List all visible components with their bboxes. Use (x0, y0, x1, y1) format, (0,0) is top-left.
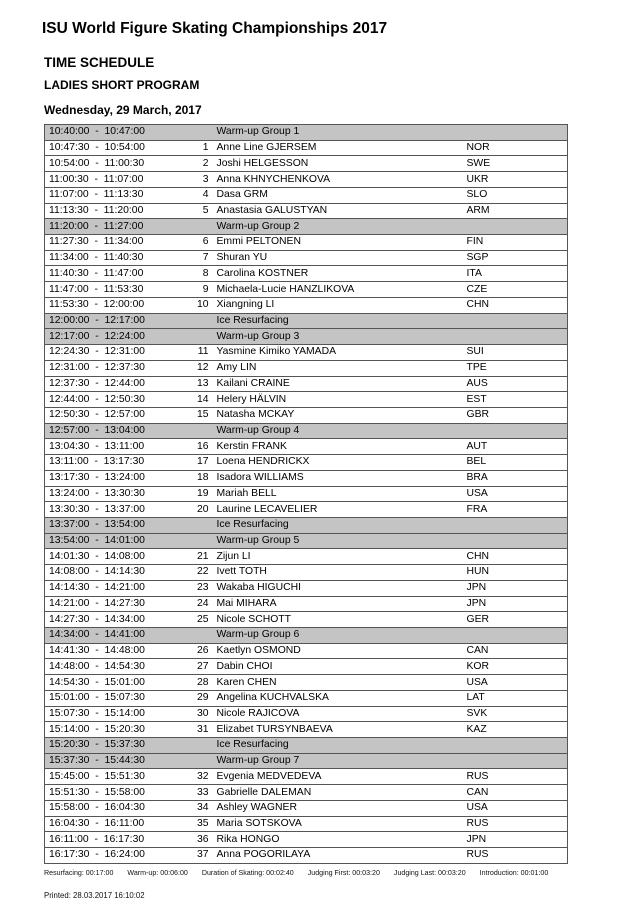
nation-cell: BEL (461, 455, 568, 471)
schedule-row-skater (45, 580, 568, 596)
nation-cell: JPN (461, 832, 568, 848)
schedule-row-block (45, 329, 568, 345)
nation-cell: GBR (461, 407, 568, 423)
start-number-cell: 25 (189, 612, 215, 628)
nation-cell: BRA (461, 470, 568, 486)
start-number-cell (189, 753, 215, 769)
time-cell: 10:54:00 - 11:00:30 (45, 156, 189, 172)
nation-cell: HUN (461, 565, 568, 581)
schedule-row-skater (45, 612, 568, 628)
start-number-cell: 27 (189, 659, 215, 675)
skater-name-cell: Nicole SCHOTT (215, 612, 461, 628)
start-number-cell: 8 (189, 266, 215, 282)
skater-name-cell: Ashley WAGNER (215, 800, 461, 816)
skater-name-cell: Kaetlyn OSMOND (215, 643, 461, 659)
schedule-row-skater (45, 722, 568, 738)
time-cell: 12:50:30 - 12:57:00 (45, 407, 189, 423)
skater-name-cell: Yasmine Kimiko YAMADA (215, 345, 461, 361)
nation-cell: LAT (461, 690, 568, 706)
time-cell: 14:41:30 - 14:48:00 (45, 643, 189, 659)
nation-cell: FRA (461, 502, 568, 518)
time-cell: 14:08:00 - 14:14:30 (45, 565, 189, 581)
nation-cell: SVK (461, 706, 568, 722)
skater-name-cell: Ivett TOTH (215, 565, 461, 581)
time-cell: 14:21:00 - 14:27:30 (45, 596, 189, 612)
block-label-cell: Ice Resurfacing (215, 517, 461, 533)
schedule-row-skater (45, 140, 568, 156)
skater-name-cell: Rika HONGO (215, 832, 461, 848)
block-label-cell: Warm-up Group 7 (215, 753, 461, 769)
start-number-cell: 6 (189, 235, 215, 251)
schedule-row-skater (45, 203, 568, 219)
nation-cell: ITA (461, 266, 568, 282)
start-number-cell: 35 (189, 816, 215, 832)
start-number-cell (189, 125, 215, 141)
footer-judging-last: Judging Last: 00:03:20 (393, 869, 466, 877)
time-cell: 10:40:00 - 10:47:00 (45, 125, 189, 141)
nation-cell: UKR (461, 172, 568, 188)
document-title: ISU World Figure Skating Championships 2017 (42, 20, 388, 37)
nation-cell (461, 423, 568, 439)
nation-cell: USA (461, 486, 568, 502)
start-number-cell: 12 (189, 360, 215, 376)
skater-name-cell: Anna KHNYCHENKOVA (215, 172, 461, 188)
nation-cell (461, 125, 568, 141)
schedule-date: Wednesday, 29 March, 2017 (44, 103, 202, 117)
skater-name-cell: Laurine LECAVELIER (215, 502, 461, 518)
schedule-table (44, 124, 568, 864)
printed-timestamp: Printed: 28.03.2017 16:10:02 (44, 891, 145, 900)
start-number-cell (189, 423, 215, 439)
event-heading: LADIES SHORT PROGRAM (44, 78, 200, 92)
schedule-row-skater (45, 455, 568, 471)
schedule-row-skater (45, 502, 568, 518)
skater-name-cell: Anastasia GALUSTYAN (215, 203, 461, 219)
nation-cell: RUS (461, 769, 568, 785)
schedule-row-skater (45, 282, 568, 298)
schedule-row-skater (45, 816, 568, 832)
time-cell: 14:54:30 - 15:01:00 (45, 675, 189, 691)
start-number-cell: 22 (189, 565, 215, 581)
skater-name-cell: Dabin CHOI (215, 659, 461, 675)
time-cell: 12:00:00 - 12:17:00 (45, 313, 189, 329)
nation-cell: RUS (461, 848, 568, 864)
schedule-row-block (45, 219, 568, 235)
time-cell: 15:07:30 - 15:14:00 (45, 706, 189, 722)
skater-name-cell: Anna POGORILAYA (215, 848, 461, 864)
time-cell: 11:34:00 - 11:40:30 (45, 250, 189, 266)
nation-cell (461, 517, 568, 533)
start-number-cell: 36 (189, 832, 215, 848)
start-number-cell: 29 (189, 690, 215, 706)
skater-name-cell: Nicole RAJICOVA (215, 706, 461, 722)
schedule-row-skater (45, 565, 568, 581)
schedule-row-skater (45, 549, 568, 565)
schedule-row-block (45, 423, 568, 439)
block-label-cell: Warm-up Group 1 (215, 125, 461, 141)
nation-cell: SGP (461, 250, 568, 266)
skater-name-cell: Karen CHEN (215, 675, 461, 691)
time-cell: 14:01:30 - 14:08:00 (45, 549, 189, 565)
start-number-cell: 14 (189, 392, 215, 408)
schedule-row-skater (45, 235, 568, 251)
schedule-row-block (45, 313, 568, 329)
nation-cell (461, 329, 568, 345)
start-number-cell: 15 (189, 407, 215, 423)
schedule-row-skater (45, 486, 568, 502)
skater-name-cell: Gabrielle DALEMAN (215, 785, 461, 801)
start-number-cell: 30 (189, 706, 215, 722)
time-cell: 16:04:30 - 16:11:00 (45, 816, 189, 832)
skater-name-cell: Kerstin FRANK (215, 439, 461, 455)
schedule-row-skater (45, 172, 568, 188)
schedule-row-skater (45, 643, 568, 659)
block-label-cell: Warm-up Group 5 (215, 533, 461, 549)
nation-cell: KOR (461, 659, 568, 675)
nation-cell: AUS (461, 376, 568, 392)
start-number-cell (189, 628, 215, 644)
footer-resurfacing: Resurfacing: 00:17:00 (44, 869, 114, 877)
nation-cell: KAZ (461, 722, 568, 738)
nation-cell: ARM (461, 203, 568, 219)
time-cell: 11:53:30 - 12:00:00 (45, 297, 189, 313)
nation-cell (461, 628, 568, 644)
nation-cell: FIN (461, 235, 568, 251)
time-cell: 13:37:00 - 13:54:00 (45, 517, 189, 533)
nation-cell (461, 738, 568, 754)
start-number-cell: 1 (189, 140, 215, 156)
footer-introduction: Introduction: 00:01:00 (479, 869, 549, 877)
nation-cell (461, 753, 568, 769)
skater-name-cell: Amy LIN (215, 360, 461, 376)
schedule-row-block (45, 533, 568, 549)
nation-cell: CHN (461, 549, 568, 565)
time-cell: 14:48:00 - 14:54:30 (45, 659, 189, 675)
nation-cell: RUS (461, 816, 568, 832)
skater-name-cell: Carolina KOSTNER (215, 266, 461, 282)
time-cell: 15:14:00 - 15:20:30 (45, 722, 189, 738)
schedule-row-skater (45, 156, 568, 172)
nation-cell: SUI (461, 345, 568, 361)
start-number-cell: 13 (189, 376, 215, 392)
skater-name-cell: Isadora WILLIAMS (215, 470, 461, 486)
nation-cell: USA (461, 800, 568, 816)
nation-cell: SLO (461, 187, 568, 203)
start-number-cell: 24 (189, 596, 215, 612)
schedule-row-block (45, 628, 568, 644)
block-label-cell: Ice Resurfacing (215, 313, 461, 329)
start-number-cell (189, 738, 215, 754)
nation-cell: CAN (461, 643, 568, 659)
schedule-row-skater (45, 470, 568, 486)
schedule-row-block (45, 125, 568, 141)
time-cell: 14:27:30 - 14:34:00 (45, 612, 189, 628)
time-cell: 12:44:00 - 12:50:30 (45, 392, 189, 408)
block-label-cell: Warm-up Group 6 (215, 628, 461, 644)
skater-name-cell: Joshi HELGESSON (215, 156, 461, 172)
start-number-cell: 21 (189, 549, 215, 565)
schedule-row-skater (45, 706, 568, 722)
start-number-cell (189, 219, 215, 235)
time-cell: 15:58:00 - 16:04:30 (45, 800, 189, 816)
time-cell: 16:17:30 - 16:24:00 (45, 848, 189, 864)
schedule-row-skater (45, 785, 568, 801)
skater-name-cell: Mariah BELL (215, 486, 461, 502)
nation-cell (461, 219, 568, 235)
footer-warmup: Warm-up: 00:06:00 (127, 869, 188, 877)
schedule-row-skater (45, 407, 568, 423)
time-cell: 11:13:30 - 11:20:00 (45, 203, 189, 219)
schedule-row-skater (45, 800, 568, 816)
start-number-cell: 2 (189, 156, 215, 172)
skater-name-cell: Angelina KUCHVALSKA (215, 690, 461, 706)
nation-cell: CZE (461, 282, 568, 298)
time-cell: 11:27:30 - 11:34:00 (45, 235, 189, 251)
time-cell: 15:51:30 - 15:58:00 (45, 785, 189, 801)
time-cell: 13:30:30 - 13:37:00 (45, 502, 189, 518)
skater-name-cell: Zijun LI (215, 549, 461, 565)
block-label-cell: Warm-up Group 2 (215, 219, 461, 235)
schedule-row-skater (45, 297, 568, 313)
schedule-row-skater (45, 266, 568, 282)
nation-cell: JPN (461, 580, 568, 596)
time-cell: 11:47:00 - 11:53:30 (45, 282, 189, 298)
schedule-row-block (45, 738, 568, 754)
nation-cell: EST (461, 392, 568, 408)
block-label-cell: Warm-up Group 3 (215, 329, 461, 345)
time-cell: 13:11:00 - 13:17:30 (45, 455, 189, 471)
start-number-cell: 23 (189, 580, 215, 596)
time-cell: 16:11:00 - 16:17:30 (45, 832, 189, 848)
footer-judging-first: Judging First: 00:03:20 (307, 869, 380, 877)
schedule-heading: TIME SCHEDULE (44, 55, 155, 70)
skater-name-cell: Shuran YU (215, 250, 461, 266)
start-number-cell: 34 (189, 800, 215, 816)
nation-cell: GER (461, 612, 568, 628)
start-number-cell (189, 533, 215, 549)
schedule-row-block (45, 753, 568, 769)
time-cell: 14:14:30 - 14:21:00 (45, 580, 189, 596)
skater-name-cell: Kailani CRAINE (215, 376, 461, 392)
time-cell: 11:40:30 - 11:47:00 (45, 266, 189, 282)
nation-cell: NOR (461, 140, 568, 156)
start-number-cell: 32 (189, 769, 215, 785)
start-number-cell: 4 (189, 187, 215, 203)
schedule-row-skater (45, 345, 568, 361)
nation-cell (461, 313, 568, 329)
time-cell: 12:31:00 - 12:37:30 (45, 360, 189, 376)
start-number-cell (189, 517, 215, 533)
schedule-row-block (45, 517, 568, 533)
time-cell: 10:47:30 - 10:54:00 (45, 140, 189, 156)
footer-duration: Duration of Skating: 00:02:40 (201, 869, 294, 877)
time-cell: 11:20:00 - 11:27:00 (45, 219, 189, 235)
start-number-cell: 16 (189, 439, 215, 455)
start-number-cell: 28 (189, 675, 215, 691)
schedule-row-skater (45, 376, 568, 392)
start-number-cell: 19 (189, 486, 215, 502)
schedule-row-skater (45, 769, 568, 785)
time-cell: 15:20:30 - 15:37:30 (45, 738, 189, 754)
block-label-cell: Ice Resurfacing (215, 738, 461, 754)
schedule-row-skater (45, 675, 568, 691)
start-number-cell: 18 (189, 470, 215, 486)
skater-name-cell: Xiangning LI (215, 297, 461, 313)
time-cell: 12:57:00 - 13:04:00 (45, 423, 189, 439)
skater-name-cell: Elizabet TURSYNBAEVA (215, 722, 461, 738)
time-cell: 13:04:30 - 13:11:00 (45, 439, 189, 455)
nation-cell: SWE (461, 156, 568, 172)
skater-name-cell: Emmi PELTONEN (215, 235, 461, 251)
start-number-cell (189, 313, 215, 329)
start-number-cell: 31 (189, 722, 215, 738)
time-cell: 11:00:30 - 11:07:00 (45, 172, 189, 188)
nation-cell: USA (461, 675, 568, 691)
start-number-cell: 7 (189, 250, 215, 266)
start-number-cell (189, 329, 215, 345)
time-cell: 12:24:30 - 12:31:00 (45, 345, 189, 361)
schedule-row-skater (45, 392, 568, 408)
start-number-cell: 10 (189, 297, 215, 313)
schedule-row-skater (45, 832, 568, 848)
skater-name-cell: Dasa GRM (215, 187, 461, 203)
schedule-row-skater (45, 596, 568, 612)
schedule-row-skater (45, 360, 568, 376)
skater-name-cell: Maria SOTSKOVA (215, 816, 461, 832)
nation-cell: CAN (461, 785, 568, 801)
start-number-cell: 11 (189, 345, 215, 361)
skater-name-cell: Michaela-Lucie HANZLIKOVA (215, 282, 461, 298)
start-number-cell: 26 (189, 643, 215, 659)
block-label-cell: Warm-up Group 4 (215, 423, 461, 439)
start-number-cell: 9 (189, 282, 215, 298)
skater-name-cell: Natasha MCKAY (215, 407, 461, 423)
skater-name-cell: Mai MIHARA (215, 596, 461, 612)
start-number-cell: 20 (189, 502, 215, 518)
time-cell: 15:45:00 - 15:51:30 (45, 769, 189, 785)
skater-name-cell: Helery HÄLVIN (215, 392, 461, 408)
nation-cell: AUT (461, 439, 568, 455)
time-cell: 15:01:00 - 15:07:30 (45, 690, 189, 706)
time-cell: 12:37:30 - 12:44:00 (45, 376, 189, 392)
time-cell: 12:17:00 - 12:24:00 (45, 329, 189, 345)
time-cell: 15:37:30 - 15:44:30 (45, 753, 189, 769)
schedule-row-skater (45, 439, 568, 455)
time-cell: 14:34:00 - 14:41:00 (45, 628, 189, 644)
footer-durations (44, 869, 560, 877)
skater-name-cell: Anne Line GJERSEM (215, 140, 461, 156)
skater-name-cell: Loena HENDRICKX (215, 455, 461, 471)
schedule-row-skater (45, 848, 568, 864)
start-number-cell: 37 (189, 848, 215, 864)
schedule-row-skater (45, 250, 568, 266)
nation-cell: TPE (461, 360, 568, 376)
nation-cell: CHN (461, 297, 568, 313)
schedule-row-skater (45, 659, 568, 675)
start-number-cell: 17 (189, 455, 215, 471)
time-cell: 13:24:00 - 13:30:30 (45, 486, 189, 502)
schedule-row-skater (45, 690, 568, 706)
schedule-row-skater (45, 187, 568, 203)
nation-cell: JPN (461, 596, 568, 612)
start-number-cell: 5 (189, 203, 215, 219)
start-number-cell: 33 (189, 785, 215, 801)
time-cell: 13:17:30 - 13:24:00 (45, 470, 189, 486)
time-cell: 13:54:00 - 14:01:00 (45, 533, 189, 549)
skater-name-cell: Evgenia MEDVEDEVA (215, 769, 461, 785)
skater-name-cell: Wakaba HIGUCHI (215, 580, 461, 596)
time-cell: 11:07:00 - 11:13:30 (45, 187, 189, 203)
start-number-cell: 3 (189, 172, 215, 188)
nation-cell (461, 533, 568, 549)
